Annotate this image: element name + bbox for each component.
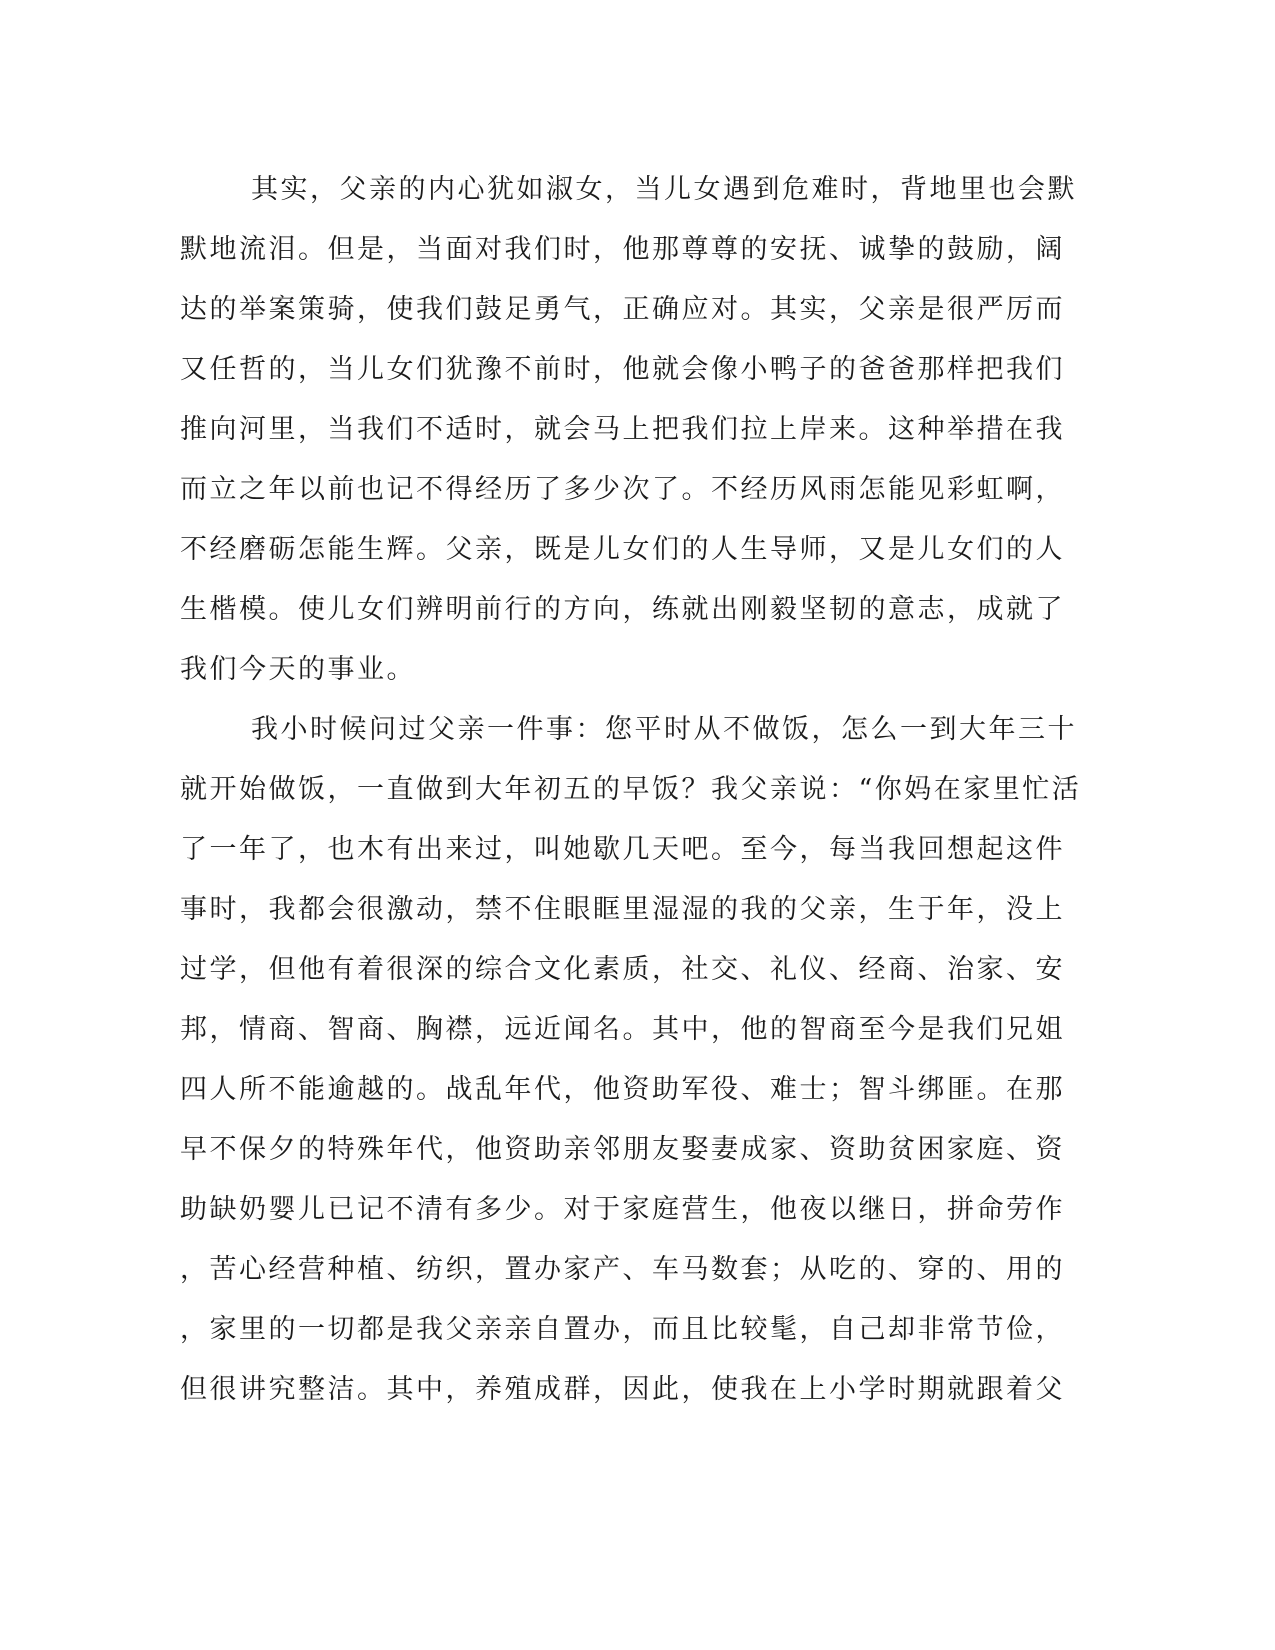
text-line: 而立之年以前也记不得经历了多少次了。不经历风雨怎能见彩虹啊， xyxy=(180,474,1065,505)
text-line: 我小时候问过父亲一件事：您平时从不做饭，怎么一到大年三十 xyxy=(251,714,1077,745)
text-line: 达的举案策骑，使我们鼓足勇气，正确应对。其实，父亲是很严厉而 xyxy=(180,294,1065,325)
text-line: 就开始做饭，一直做到大年初五的早饭？我父亲说：“你妈在家里忙活 xyxy=(180,774,1082,805)
text-line: 推向河里，当我们不适时，就会马上把我们拉上岸来。这种举措在我 xyxy=(180,414,1065,445)
text-line: 早不保夕的特殊年代，他资助亲邻朋友娶妻成家、资助贫困家庭、资 xyxy=(180,1134,1065,1165)
text-line: 我们今天的事业。 xyxy=(180,654,416,685)
text-line: 事时，我都会很激动，禁不住眼眶里湿湿的我的父亲，生于年，没上 xyxy=(180,894,1065,925)
text-line: ，家里的一切都是我父亲亲自置办，而且比较髦，自己却非常节俭， xyxy=(180,1314,1065,1345)
text-line: 又任哲的，当儿女们犹豫不前时，他就会像小鸭子的爸爸那样把我们 xyxy=(180,354,1065,385)
paragraph-1 xyxy=(180,160,1077,700)
text-line: 了一年了，也木有出来过，叫她歇几天吧。至今，每当我回想起这件 xyxy=(180,834,1065,865)
text-line: 不经磨砺怎能生辉。父亲，既是儿女们的人生导师，又是儿女们的人 xyxy=(180,534,1065,565)
text-line: 助缺奶婴儿已记不清有多少。对于家庭营生，他夜以继日，拼命劳作 xyxy=(180,1194,1065,1225)
text-line: 生楷模。使儿女们辨明前行的方向，练就出刚毅坚韧的意志，成就了 xyxy=(180,594,1065,625)
text-line: 四人所不能逾越的。战乱年代，他资助军役、难士；智斗绑匪。在那 xyxy=(180,1074,1065,1105)
text-line: 但很讲究整洁。其中，养殖成群，因此，使我在上小学时期就跟着父 xyxy=(180,1374,1065,1405)
paragraph-2 xyxy=(180,700,1082,1420)
text-line: 默地流泪。但是，当面对我们时，他那尊尊的安抚、诚挚的鼓励，阔 xyxy=(180,234,1065,265)
text-line: 邦，情商、智商、胸襟，远近闻名。其中，他的智商至今是我们兄姐 xyxy=(180,1014,1065,1045)
document-body xyxy=(180,160,1082,1420)
text-line: ，苦心经营种植、纺织，置办家产、车马数套；从吃的、穿的、用的 xyxy=(180,1254,1065,1285)
text-line: 过学，但他有着很深的综合文化素质，社交、礼仪、经商、治家、安 xyxy=(180,954,1065,985)
text-line: 其实，父亲的内心犹如淑女，当儿女遇到危难时，背地里也会默 xyxy=(251,174,1077,205)
